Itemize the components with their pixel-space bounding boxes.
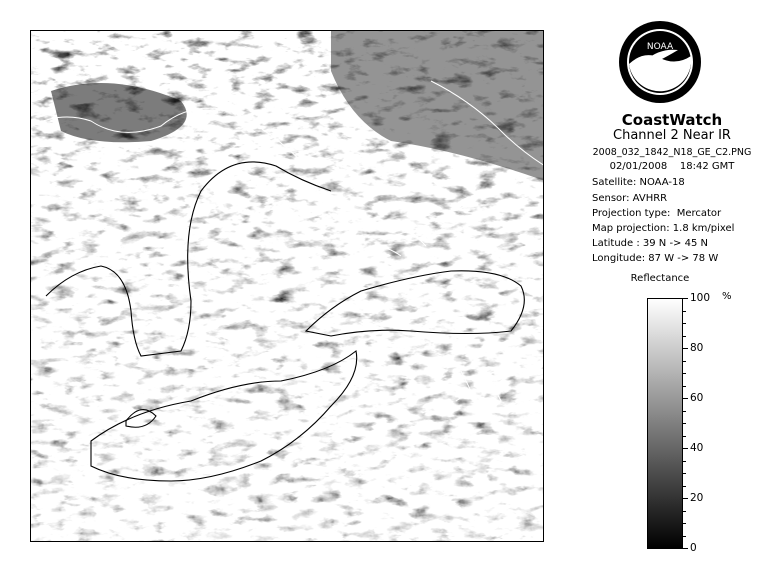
- colorbar-minor-tick: [683, 436, 686, 437]
- colorbar-minor-tick: [683, 486, 686, 487]
- page-title: CoastWatch: [621, 111, 723, 129]
- colorbar-minor-tick: [683, 423, 686, 424]
- colorbar-minor-tick: [683, 386, 686, 387]
- channel-subtitle: Channel 2 Near IR: [613, 128, 731, 143]
- satellite-map[interactable]: [30, 30, 544, 542]
- colorbar-tick-label: 40: [690, 442, 704, 454]
- colorbar-tick: [683, 548, 688, 549]
- colorbar-tick-label: 20: [690, 492, 704, 504]
- colorbar-minor-tick: [683, 373, 686, 374]
- colorbar-minor-tick: [683, 461, 686, 462]
- colorbar-tick: [683, 348, 688, 349]
- colorbar-minor-tick: [683, 536, 686, 537]
- latitude-label: Latitude : 39 N -> 45 N: [592, 238, 708, 249]
- projection-type-label: Projection type: Mercator: [592, 208, 722, 219]
- colorbar-tick: [683, 398, 688, 399]
- colorbar-tick: [683, 448, 688, 449]
- colorbar-tick: [683, 298, 688, 299]
- colorbar-minor-tick: [683, 361, 686, 362]
- sensor-label: Sensor: AVHRR: [592, 193, 668, 204]
- map-canvas: [31, 31, 544, 542]
- colorbar-tick-label: 100: [690, 292, 711, 304]
- colorbar-tick-label: 60: [690, 392, 704, 404]
- date-time: 02/01/2008 18:42 GMT: [609, 161, 735, 172]
- colorbar-minor-tick: [683, 336, 686, 337]
- colorbar-minor-tick: [683, 323, 686, 324]
- map-projection-label: Map projection: 1.8 km/pixel: [592, 223, 735, 234]
- colorbar-title: Reflectance: [630, 273, 690, 284]
- file-name: 2008_032_1842_N18_GE_C2.PNG: [592, 147, 752, 158]
- colorbar-tick-label: 0: [690, 542, 697, 554]
- colorbar-tick-label: 80: [690, 342, 704, 354]
- colorbar-minor-tick: [683, 523, 686, 524]
- colorbar-minor-tick: [683, 411, 686, 412]
- colorbar-minor-tick: [683, 473, 686, 474]
- colorbar-unit: %: [722, 291, 732, 302]
- colorbar-minor-tick: [683, 311, 686, 312]
- colorbar-tick: [683, 498, 688, 499]
- colorbar-minor-tick: [683, 511, 686, 512]
- noaa-logo: [618, 20, 702, 104]
- reflectance-colorbar: [647, 298, 683, 549]
- logo-text: NOAA: [646, 42, 674, 52]
- satellite-label: Satellite: NOAA-18: [592, 177, 685, 188]
- longitude-label: Longitude: 87 W -> 78 W: [592, 253, 719, 264]
